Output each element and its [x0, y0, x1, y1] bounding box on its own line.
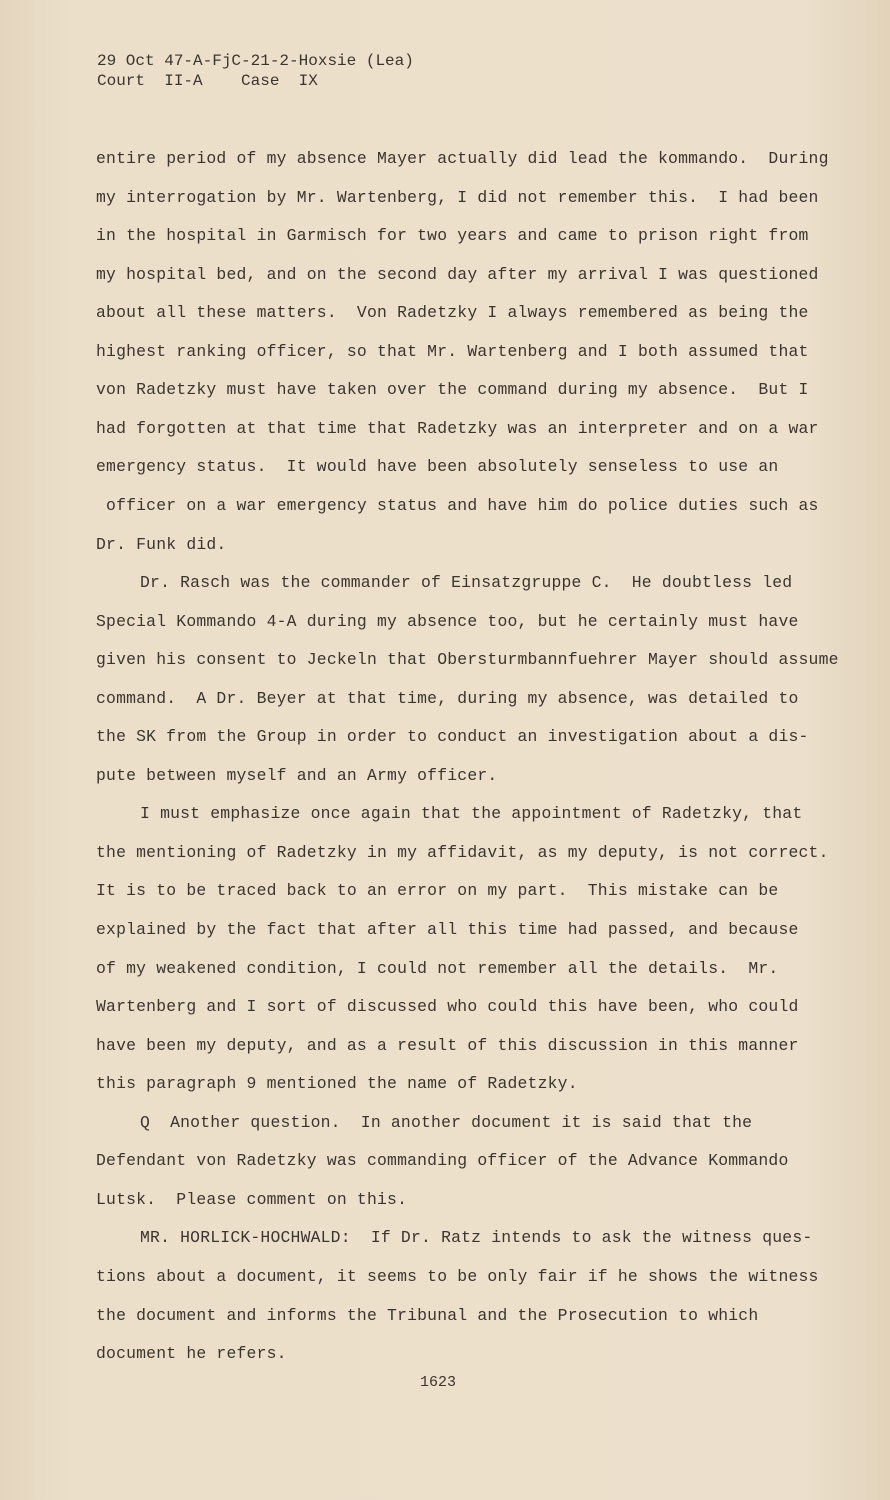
text-line: tions about a document, it seems to be only fair if he shows the witness — [96, 1266, 819, 1286]
page-number: 1623 — [420, 1374, 457, 1391]
text-line: Dr. Rasch was the commander of Einsatzgruppe C. He doubtless led — [140, 573, 793, 593]
text-line: entire period of my absence Mayer actually did lead the kommando. During — [96, 149, 829, 168]
text-line: command. A Dr. Beyer at that time, during my absence, was detailed to — [96, 688, 799, 708]
text-line: document he refers. — [96, 1344, 287, 1364]
text-line: the mentioning of Radetzky in my affidavit, as my deputy, is not correct. — [96, 842, 829, 862]
text-line: given his consent to Jeckeln that Obersturmbannfuehrer Mayer should assume — [96, 650, 839, 670]
text-line: von Radetzky must have taken over the command during my absence. But I — [96, 380, 809, 400]
text-line: of my weakened condition, I could not remember all the details. Mr. — [96, 958, 779, 978]
text-line: this paragraph 9 mentioned the name of Radetzky. — [96, 1074, 578, 1094]
text-line: officer on a war emergency status and have him do police duties such as — [96, 495, 819, 515]
text-line: had forgotten at that time that Radetzky was an interpreter and on a war — [96, 418, 819, 438]
text-line: my hospital bed, and on the second day after my arrival I was questioned — [96, 264, 819, 284]
text-line: MR. HORLICK-HOCHWALD: If Dr. Ratz intends to ask the witness ques- — [140, 1228, 813, 1248]
text-line: Lutsk. Please comment on this. — [96, 1189, 408, 1209]
text-line: the document and informs the Tribunal and the Prosecution to which — [96, 1305, 759, 1325]
text-line: Dr. Funk did. — [96, 534, 227, 554]
header-line-2: Court II-A Case IX — [97, 72, 318, 90]
text-line: It is to be traced back to an error on my part. This mistake can be — [96, 881, 779, 901]
text-line: Wartenberg and I sort of discussed who could this have been, who could — [96, 997, 799, 1017]
text-line: highest ranking officer, so that Mr. Wartenberg and I both assumed that — [96, 341, 809, 361]
text-line: Defendant von Radetzky was commanding officer of the Advance Kommando — [96, 1151, 789, 1171]
text-line: in the hospital in Garmisch for two years and came to prison right from — [96, 226, 809, 246]
text-line: pute between myself and an Army officer. — [96, 765, 498, 785]
text-line: have been my deputy, and as a result of this discussion in this manner — [96, 1035, 799, 1055]
text-line: Special Kommando 4-A during my absence too, but he certainly must have — [96, 611, 799, 631]
text-line: my interrogation by Mr. Wartenberg, I did not remember this. I had been — [96, 187, 819, 207]
text-line: emergency status. It would have been absolutely senseless to use an — [96, 457, 779, 477]
text-line: Q Another question. In another document it is said that the — [140, 1112, 753, 1132]
text-line: I must emphasize once again that the appointment of Radetzky, that — [140, 804, 803, 824]
header-line-1: 29 Oct 47-A-FjC-21-2-Hoxsie (Lea) — [97, 52, 414, 70]
text-line: the SK from the Group in order to conduct an investigation about a dis- — [96, 727, 809, 747]
text-line: about all these matters. Von Radetzky I always remembered as being the — [96, 303, 809, 323]
text-line: explained by the fact that after all this time had passed, and because — [96, 920, 799, 939]
